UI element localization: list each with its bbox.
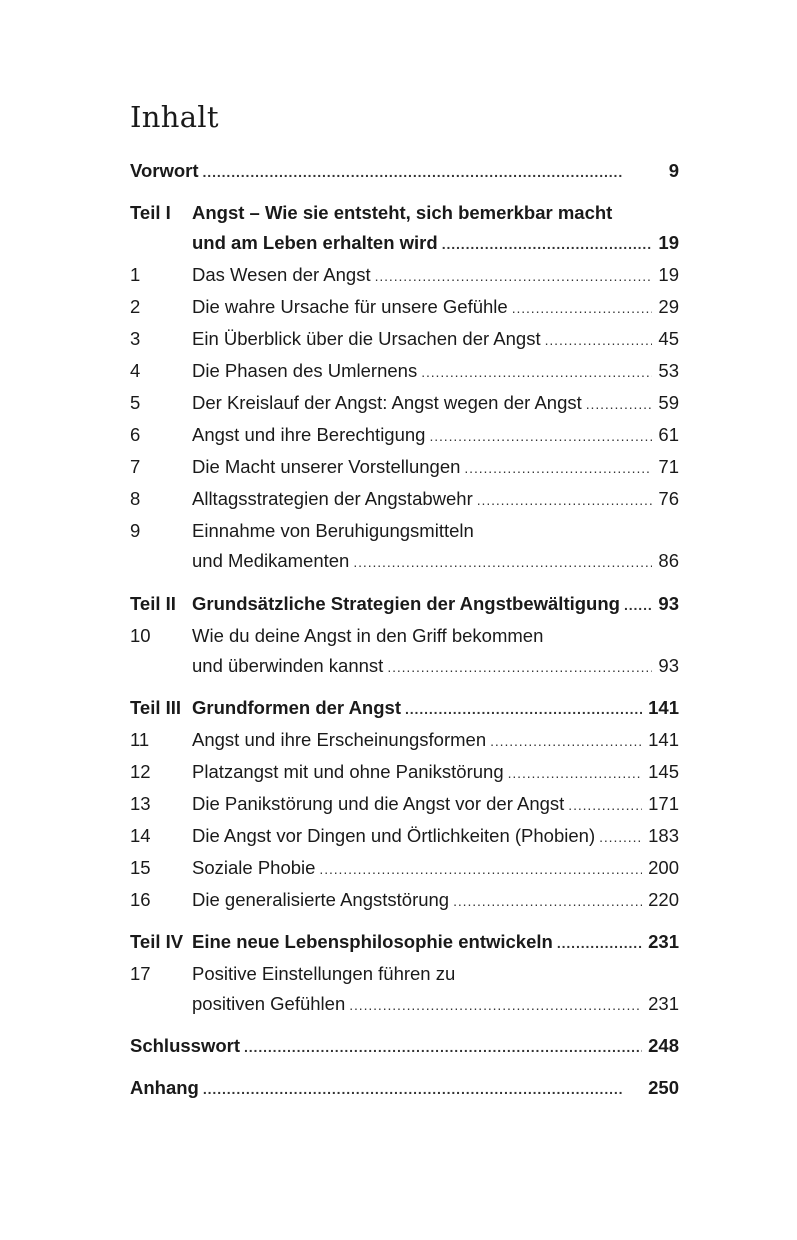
- toc-chapter-14[interactable]: [130, 821, 679, 851]
- toc-page-number: 53: [658, 360, 679, 381]
- leader-dots: [353, 547, 652, 577]
- leader-dots: [405, 694, 642, 724]
- leader-dots: [545, 325, 653, 355]
- toc-page-number: 231: [648, 993, 679, 1014]
- toc-page-number: 248: [648, 1035, 679, 1056]
- toc-chapter-9[interactable]: [130, 516, 679, 546]
- leader-dots: [599, 822, 642, 852]
- toc-entry-label: Die Macht unserer Vorstellungen: [192, 456, 461, 477]
- toc-entry-label: Eine neue Lebensphilosophie entwickeln: [192, 931, 553, 952]
- page-title: Inhalt: [130, 100, 219, 134]
- toc-entry-label: Die Panikstörung und die Angst vor der Angst: [192, 793, 565, 814]
- leader-dots: [244, 1032, 642, 1062]
- toc-chapter-12[interactable]: [130, 757, 679, 787]
- part-number: Teil III: [130, 697, 182, 718]
- toc-entry-label: Die Phasen des Umlernens: [192, 360, 418, 381]
- leader-dots: [557, 928, 642, 958]
- leader-dots: [453, 886, 642, 916]
- chapter-number: 2: [130, 296, 141, 317]
- toc-entry-label: Angst – Wie sie entsteht, sich bemerkbar macht: [192, 202, 613, 223]
- toc-entry-label: Alltagsstrategien der Angstabwehr: [192, 488, 473, 509]
- toc-page-number: 71: [658, 456, 679, 477]
- leader-dots: [586, 389, 653, 419]
- toc-entry-label: Wie du deine Angst in den Griff bekommen: [192, 625, 544, 646]
- leader-dots: [319, 854, 642, 884]
- toc-entry-label: und überwinden kannst: [192, 655, 384, 676]
- toc-page-number: 171: [648, 793, 679, 814]
- chapter-number: 8: [130, 488, 141, 509]
- toc-entry-label: Angst und ihre Erscheinungsformen: [192, 729, 487, 750]
- toc-chapter-10-cont[interactable]: [130, 651, 679, 681]
- toc-entry-vorwort[interactable]: [130, 156, 679, 186]
- chapter-number: 10: [130, 625, 151, 646]
- toc-part-3[interactable]: [130, 693, 679, 723]
- toc-chapter-2[interactable]: [130, 292, 679, 322]
- toc-page-number: 76: [658, 488, 679, 509]
- toc-part-2[interactable]: [130, 589, 679, 619]
- chapter-number: 12: [130, 761, 151, 782]
- chapter-number: 11: [130, 729, 150, 750]
- chapter-number: 9: [130, 520, 141, 541]
- toc-part-1-cont[interactable]: [130, 228, 679, 258]
- toc-chapter-6[interactable]: [130, 420, 679, 450]
- toc-chapter-5[interactable]: [130, 388, 679, 418]
- chapter-number: 4: [130, 360, 141, 381]
- toc-chapter-15[interactable]: [130, 853, 679, 883]
- toc-page-number: 9: [668, 160, 679, 181]
- toc-page-number: 59: [658, 392, 679, 413]
- toc-entry-label: und am Leben erhalten wird: [192, 232, 438, 253]
- leader-dots: [512, 293, 653, 323]
- toc-page-number: 19: [658, 264, 679, 285]
- chapter-number: 7: [130, 456, 141, 477]
- chapter-number: 1: [130, 264, 141, 285]
- toc-page-number: 19: [658, 232, 679, 253]
- leader-dots: [464, 453, 652, 483]
- toc-part-1[interactable]: [130, 198, 679, 228]
- toc-entry-label: Grundsätzliche Strategien der Angstbewältigung: [192, 593, 620, 614]
- leader-dots: [203, 157, 663, 187]
- toc-entry-label: Vorwort: [130, 160, 199, 181]
- chapter-number: 16: [130, 889, 151, 910]
- chapter-number: 3: [130, 328, 141, 349]
- toc-chapter-9-cont[interactable]: [130, 546, 679, 576]
- toc-entry-label: Positive Einstellungen führen zu: [192, 963, 456, 984]
- toc-entry-label: Angst und ihre Berechtigung: [192, 424, 426, 445]
- toc-entry-label: Ein Überblick über die Ursachen der Angst: [192, 328, 541, 349]
- toc-entry-label: Schlusswort: [130, 1035, 240, 1056]
- part-number: Teil II: [130, 593, 176, 614]
- leader-dots: [477, 485, 653, 515]
- toc-entry-label: Grundformen der Angst: [192, 697, 401, 718]
- toc-page-number: 141: [648, 729, 679, 750]
- toc-page-number: 183: [648, 825, 679, 846]
- part-number: Teil IV: [130, 931, 184, 952]
- leader-dots: [508, 758, 643, 788]
- chapter-number: 14: [130, 825, 151, 846]
- toc-chapter-1[interactable]: [130, 260, 679, 290]
- toc-part-4[interactable]: [130, 927, 679, 957]
- toc-chapter-13[interactable]: [130, 789, 679, 819]
- toc-chapter-10[interactable]: [130, 621, 679, 651]
- toc-page-number: 200: [648, 857, 679, 878]
- toc-page-number: 86: [658, 550, 679, 571]
- toc-page-number: 250: [648, 1077, 679, 1098]
- toc-page-number: 220: [648, 889, 679, 910]
- toc-entry-label: Die Angst vor Dingen und Örtlichkeiten (Phobien): [192, 825, 596, 846]
- chapter-number: 5: [130, 392, 141, 413]
- toc-chapter-3[interactable]: [130, 324, 679, 354]
- chapter-number: 15: [130, 857, 151, 878]
- leader-dots: [568, 790, 642, 820]
- toc-chapter-11[interactable]: [130, 725, 679, 755]
- leader-dots: [203, 1074, 642, 1104]
- leader-dots: [387, 652, 652, 682]
- toc-entry-anhang[interactable]: [130, 1073, 679, 1103]
- toc-entry-label: Anhang: [130, 1077, 199, 1098]
- leader-dots: [421, 357, 652, 387]
- toc-entry-label: Die wahre Ursache für unsere Gefühle: [192, 296, 508, 317]
- toc-chapter-7[interactable]: [130, 452, 679, 482]
- leader-dots: [624, 590, 652, 620]
- toc-page-number: 141: [648, 697, 679, 718]
- toc-entry-schlusswort[interactable]: [130, 1031, 679, 1061]
- toc-entry-label: positiven Gefühlen: [192, 993, 346, 1014]
- toc-page-number: 61: [658, 424, 679, 445]
- toc-entry-label: Die generalisierte Angststörung: [192, 889, 450, 910]
- toc-chapter-16[interactable]: [130, 885, 679, 915]
- leader-dots: [442, 229, 653, 259]
- toc-entry-label: Einnahme von Beruhigungsmitteln: [192, 520, 474, 541]
- toc-entry-label: Der Kreislauf der Angst: Angst wegen der Angst: [192, 392, 582, 413]
- toc-page-number: 45: [658, 328, 679, 349]
- chapter-number: 13: [130, 793, 151, 814]
- toc-entry-label: und Medikamenten: [192, 550, 350, 571]
- toc-page-number: 93: [658, 593, 679, 614]
- chapter-number: 17: [130, 963, 151, 984]
- toc-chapter-4[interactable]: [130, 356, 679, 386]
- leader-dots: [429, 421, 652, 451]
- toc-chapter-17-cont[interactable]: [130, 989, 679, 1019]
- toc-entry-label: Das Wesen der Angst: [192, 264, 371, 285]
- toc-entry-label: Soziale Phobie: [192, 857, 316, 878]
- leader-dots: [490, 726, 642, 756]
- chapter-number: 6: [130, 424, 141, 445]
- toc-chapter-8[interactable]: [130, 484, 679, 514]
- toc-chapter-17[interactable]: [130, 959, 679, 989]
- toc-page-number: 93: [658, 655, 679, 676]
- leader-dots: [375, 261, 653, 291]
- part-number: Teil I: [130, 202, 171, 223]
- toc-page-number: 145: [648, 761, 679, 782]
- toc-page-number: 231: [648, 931, 679, 952]
- leader-dots: [349, 990, 642, 1020]
- toc-entry-label: Platzangst mit und ohne Panikstörung: [192, 761, 504, 782]
- toc-page-number: 29: [658, 296, 679, 317]
